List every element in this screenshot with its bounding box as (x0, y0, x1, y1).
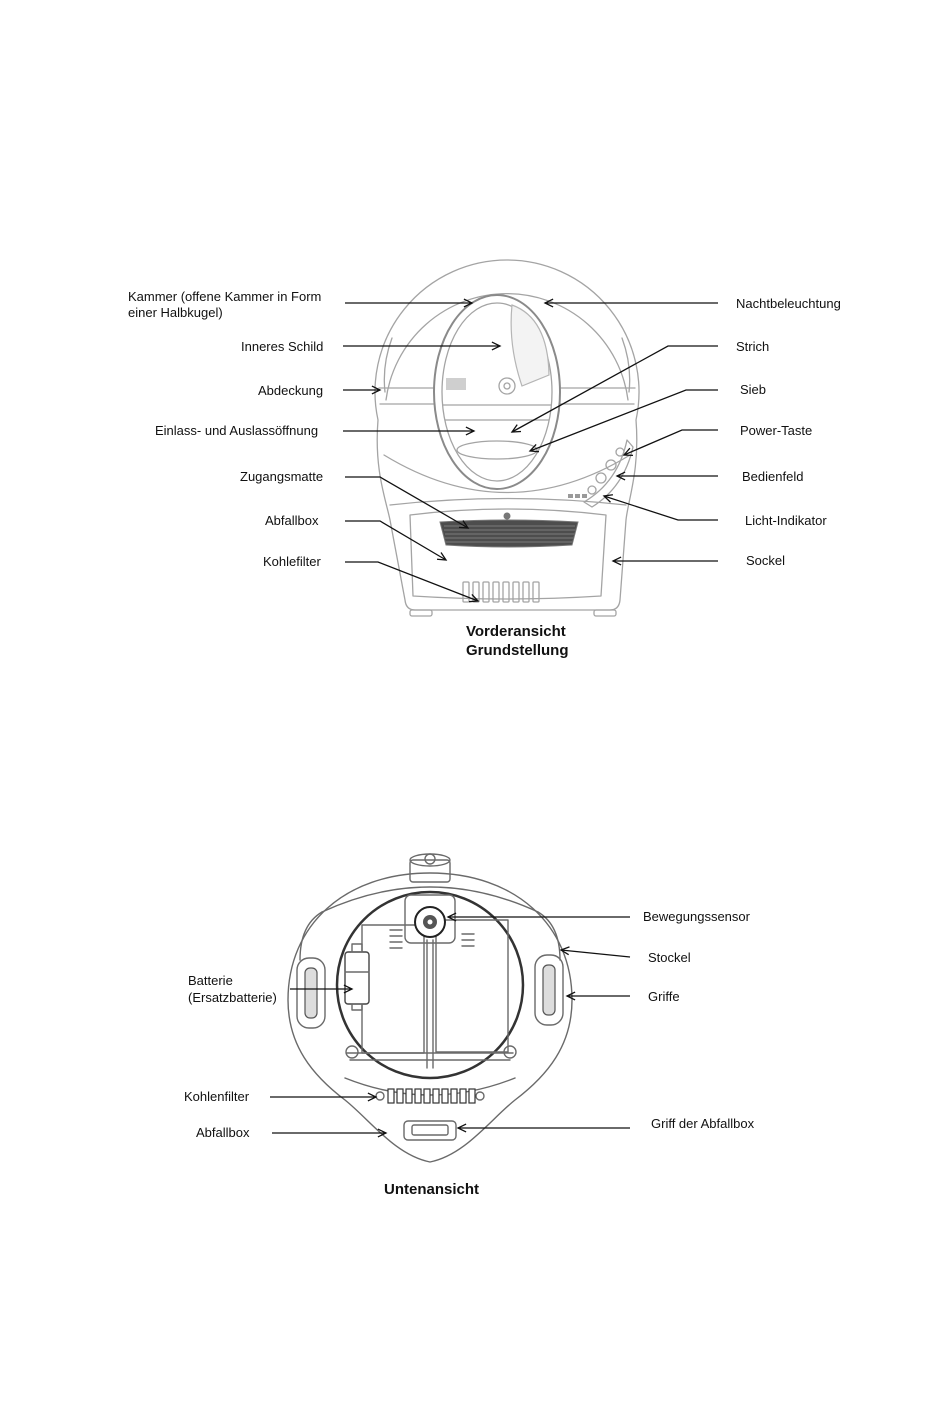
top-knob-body (410, 860, 450, 882)
power-button (616, 448, 624, 456)
label-handles: Griffe (648, 989, 680, 1004)
backup-battery (345, 952, 369, 1004)
panel-button-2 (596, 473, 606, 483)
label-light-indicator: Licht-Indikator (745, 513, 827, 528)
label-night-light: Nachtbeleuchtung (736, 296, 841, 311)
motion-sensor-center (428, 920, 433, 925)
label-control-panel: Bedienfeld (742, 469, 804, 484)
label-waste-box-handle: Griff der Abfallbox (651, 1116, 755, 1131)
caption-bottom-view: Untenansicht (384, 1181, 480, 1198)
screw-filter-right (476, 1092, 484, 1100)
label-power-button: Power-Taste (740, 423, 813, 438)
bottom-view-device-drawing (288, 854, 572, 1162)
bottom-carbon-filter-slots (388, 1089, 475, 1103)
panel-button-3 (588, 486, 596, 494)
label-opening: Einlass- und Auslassöffnung (155, 423, 319, 438)
label-bottom-carbon-filter: Kohlenfilter (184, 1089, 250, 1104)
label-chamber-line2: einer Halbkugel) (128, 305, 223, 320)
waste-box-handle-recess (412, 1125, 448, 1135)
label-carbon-filter: Kohlefilter (263, 554, 321, 569)
cover-right-rib (622, 338, 630, 392)
top-knob-center (425, 854, 435, 864)
foot-right (594, 610, 616, 616)
arrow-waste-box (345, 521, 446, 560)
handle-left-grip (305, 968, 317, 1018)
caption-default-position: Grundstellung (466, 642, 569, 659)
caption-front-view: Vorderansicht (466, 623, 566, 640)
arrow-bottom-base (561, 950, 630, 957)
front-view-device-drawing (375, 260, 639, 616)
label-base: Sockel (746, 553, 786, 568)
label-waste-box: Abfallbox (265, 513, 319, 528)
label-inner-shield: Inneres Schild (241, 339, 324, 354)
label-bottom-waste-box: Abfallbox (196, 1125, 250, 1140)
chamber-texture-patch (446, 378, 466, 390)
brand-logo (504, 513, 511, 520)
arrow-waste-box-head (437, 553, 446, 560)
light-indicator-lamps (568, 494, 587, 498)
label-access-mat: Zugangsmatte (240, 469, 324, 484)
handle-right-grip (543, 965, 555, 1015)
label-cover: Abdeckung (258, 383, 324, 398)
arrow-light-indicator (604, 496, 718, 520)
chamber-opening-outer (434, 295, 560, 489)
label-motion-sensor: Bewegungssensor (643, 909, 750, 924)
screw-filter-left (376, 1092, 384, 1100)
label-bottom-base: Stockel (648, 950, 691, 965)
label-battery-line2: (Ersatzbatterie) (188, 990, 277, 1005)
label-chamber-line1: Kammer (offene Kammer in Form (128, 289, 322, 304)
screw-left (346, 1046, 358, 1058)
foot-left (410, 610, 432, 616)
label-screen: Sieb (740, 382, 767, 397)
label-line: Strich (736, 339, 770, 354)
arrow-power-button (624, 430, 718, 455)
bottom-rim-right (538, 912, 560, 960)
label-battery-line1: Batterie (188, 973, 233, 988)
bottom-rim-left (300, 912, 322, 960)
